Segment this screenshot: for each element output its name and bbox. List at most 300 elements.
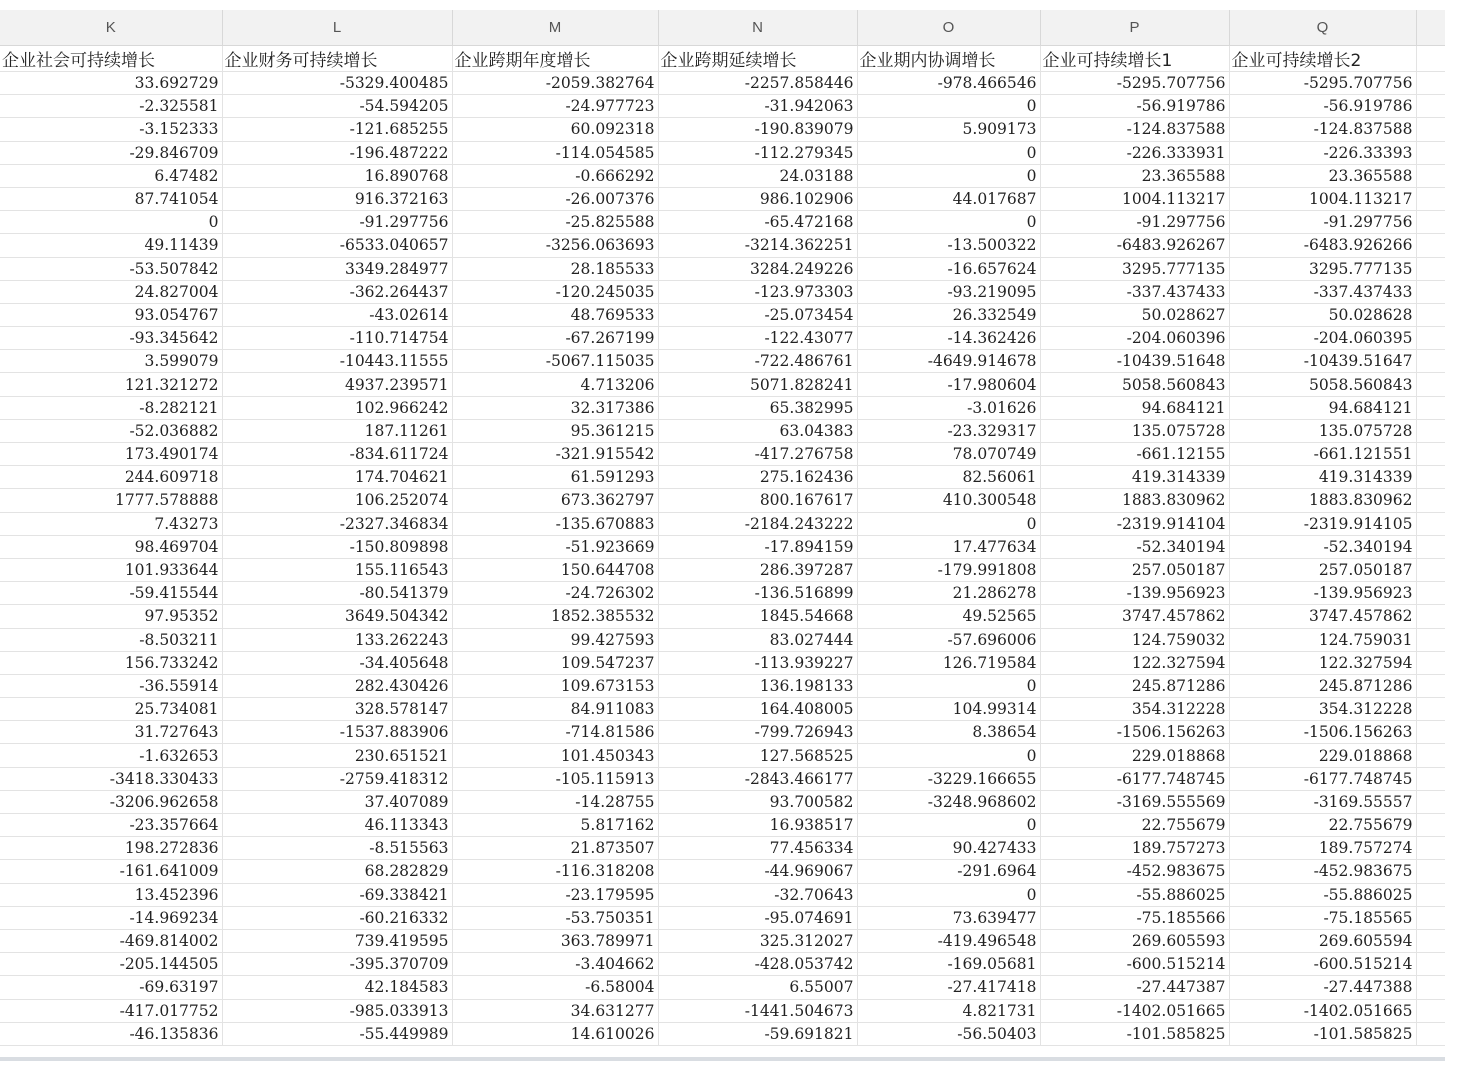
table-cell[interactable]: -161.641009 [0,860,222,883]
table-cell[interactable]: 3747.457862 [1229,605,1416,628]
table-cell[interactable]: 17.477634 [857,535,1040,558]
table-cell[interactable]: 0 [857,211,1040,234]
table-cell[interactable]: -150.809898 [222,535,452,558]
table-cell[interactable]: 4.821731 [857,999,1040,1022]
table-cell[interactable]: 101.450343 [452,744,658,767]
table-cell[interactable]: -978.466546 [857,72,1040,95]
table-cell[interactable]: 22.755679 [1040,814,1229,837]
table-cell[interactable]: 173.490174 [0,443,222,466]
table-cell[interactable]: 229.018868 [1229,744,1416,767]
table-cell[interactable]: 325.312027 [658,929,857,952]
empty-cell[interactable] [1416,234,1445,257]
table-cell[interactable]: 136.198133 [658,674,857,697]
table-cell[interactable]: -3229.166655 [857,767,1040,790]
table-cell[interactable]: -139.956923 [1229,582,1416,605]
table-cell[interactable]: 3747.457862 [1040,605,1229,628]
table-cell[interactable]: 0 [857,674,1040,697]
table-cell[interactable]: -205.144505 [0,953,222,976]
table-cell[interactable]: -226.33393 [1229,141,1416,164]
table-cell[interactable]: -110.714754 [222,327,452,350]
table-cell[interactable]: -52.340194 [1040,535,1229,558]
empty-cell[interactable] [1416,95,1445,118]
empty-cell[interactable] [1416,628,1445,651]
table-cell[interactable]: -65.472168 [658,211,857,234]
table-cell[interactable]: 28.185533 [452,257,658,280]
table-cell[interactable]: -124.837588 [1040,118,1229,141]
table-cell[interactable]: -14.969234 [0,906,222,929]
table-cell[interactable]: -2759.418312 [222,767,452,790]
table-cell[interactable]: 14.610026 [452,1022,658,1045]
table-cell[interactable]: 354.312228 [1040,698,1229,721]
table-cell[interactable]: -1402.051665 [1229,999,1416,1022]
table-cell[interactable]: 133.262243 [222,628,452,651]
table-cell[interactable]: 50.028628 [1229,303,1416,326]
empty-cell[interactable] [1416,605,1445,628]
table-cell[interactable]: -661.121551 [1229,443,1416,466]
empty-cell[interactable] [1416,814,1445,837]
table-cell[interactable]: 800.167617 [658,489,857,512]
table-cell[interactable]: -2319.914105 [1229,512,1416,535]
table-cell[interactable]: 986.102906 [658,187,857,210]
table-cell[interactable]: -2059.382764 [452,72,658,95]
table-cell[interactable]: -93.345642 [0,327,222,350]
table-cell[interactable]: -8.515563 [222,837,452,860]
column-header-l[interactable]: L [222,10,452,46]
table-cell[interactable]: -23.357664 [0,814,222,837]
column-header-m[interactable]: M [452,10,658,46]
empty-cell[interactable] [1416,350,1445,373]
table-cell[interactable]: 5058.560843 [1040,373,1229,396]
table-cell[interactable]: 124.759032 [1040,628,1229,651]
table-cell[interactable]: 124.759031 [1229,628,1416,651]
table-cell[interactable]: -3418.330433 [0,767,222,790]
table-cell[interactable]: 8.38654 [857,721,1040,744]
table-cell[interactable]: 4.713206 [452,373,658,396]
table-cell[interactable]: -23.329317 [857,419,1040,442]
table-cell[interactable]: -204.060395 [1229,327,1416,350]
table-cell[interactable]: -6483.926267 [1040,234,1229,257]
table-cell[interactable]: -69.338421 [222,883,452,906]
table-cell[interactable]: 1845.54668 [658,605,857,628]
table-cell[interactable]: -985.033913 [222,999,452,1022]
empty-cell[interactable] [1416,883,1445,906]
table-cell[interactable]: -14.362426 [857,327,1040,350]
table-cell[interactable]: 6.47482 [0,164,222,187]
table-cell[interactable]: -14.28755 [452,790,658,813]
table-cell[interactable]: 257.050187 [1229,558,1416,581]
table-cell[interactable]: 95.361215 [452,419,658,442]
empty-cell[interactable] [1416,790,1445,813]
table-cell[interactable]: 109.673153 [452,674,658,697]
empty-cell[interactable] [1416,512,1445,535]
table-cell[interactable]: -5067.115035 [452,350,658,373]
table-cell[interactable]: 4937.239571 [222,373,452,396]
table-cell[interactable]: 198.272836 [0,837,222,860]
table-cell[interactable]: 1777.578888 [0,489,222,512]
table-cell[interactable]: -139.956923 [1040,582,1229,605]
table-cell[interactable]: 174.704621 [222,466,452,489]
table-cell[interactable]: -101.585825 [1040,1022,1229,1045]
table-cell[interactable]: -27.417418 [857,976,1040,999]
empty-cell[interactable] [1416,999,1445,1022]
table-cell[interactable]: -16.657624 [857,257,1040,280]
table-cell[interactable]: 3349.284977 [222,257,452,280]
table-cell[interactable]: 286.397287 [658,558,857,581]
table-cell[interactable]: 42.184583 [222,976,452,999]
table-cell[interactable]: 673.362797 [452,489,658,512]
field-header-cell[interactable]: 企业跨期延续增长 [658,46,857,72]
table-cell[interactable]: 44.017687 [857,187,1040,210]
table-cell[interactable]: 150.644708 [452,558,658,581]
empty-cell[interactable] [1416,582,1445,605]
empty-cell[interactable] [1416,187,1445,210]
table-cell[interactable]: -31.942063 [658,95,857,118]
table-cell[interactable]: -116.318208 [452,860,658,883]
table-cell[interactable]: -123.973303 [658,280,857,303]
empty-cell[interactable] [1416,976,1445,999]
table-cell[interactable]: -52.340194 [1229,535,1416,558]
table-cell[interactable]: 275.162436 [658,466,857,489]
empty-cell[interactable] [1416,906,1445,929]
table-cell[interactable]: -93.219095 [857,280,1040,303]
table-cell[interactable]: 135.075728 [1040,419,1229,442]
table-cell[interactable]: 5058.560843 [1229,373,1416,396]
table-cell[interactable]: -395.370709 [222,953,452,976]
table-cell[interactable]: -23.179595 [452,883,658,906]
table-cell[interactable]: 37.407089 [222,790,452,813]
table-cell[interactable]: 0 [857,744,1040,767]
table-cell[interactable]: -91.297756 [1040,211,1229,234]
table-cell[interactable]: 245.871286 [1040,674,1229,697]
empty-cell[interactable] [1416,72,1445,95]
table-cell[interactable]: 126.719584 [857,651,1040,674]
table-cell[interactable]: -51.923669 [452,535,658,558]
table-cell[interactable]: -135.670883 [452,512,658,535]
table-cell[interactable]: -417.276758 [658,443,857,466]
table-cell[interactable]: 739.419595 [222,929,452,952]
table-cell[interactable]: 5.909173 [857,118,1040,141]
empty-cell[interactable] [1416,767,1445,790]
table-cell[interactable]: -69.63197 [0,976,222,999]
empty-cell[interactable] [1416,953,1445,976]
empty-cell[interactable] [1416,164,1445,187]
table-cell[interactable]: -5295.707756 [1040,72,1229,95]
table-cell[interactable]: 78.070749 [857,443,1040,466]
table-cell[interactable]: -190.839079 [658,118,857,141]
table-cell[interactable]: 73.639477 [857,906,1040,929]
table-cell[interactable]: -321.915542 [452,443,658,466]
table-cell[interactable]: 101.933644 [0,558,222,581]
table-cell[interactable]: -337.437433 [1229,280,1416,303]
table-cell[interactable]: -26.007376 [452,187,658,210]
table-cell[interactable]: -114.054585 [452,141,658,164]
table-cell[interactable]: -2.325581 [0,95,222,118]
table-cell[interactable]: -5295.707756 [1229,72,1416,95]
table-cell[interactable]: -4649.914678 [857,350,1040,373]
table-cell[interactable]: -469.814002 [0,929,222,952]
table-cell[interactable]: -32.70643 [658,883,857,906]
table-cell[interactable]: -59.691821 [658,1022,857,1045]
table-cell[interactable]: 419.314339 [1229,466,1416,489]
table-cell[interactable]: 3295.777135 [1040,257,1229,280]
table-cell[interactable]: 127.568525 [658,744,857,767]
table-cell[interactable]: -59.415544 [0,582,222,605]
table-cell[interactable]: -53.507842 [0,257,222,280]
table-cell[interactable]: -57.696006 [857,628,1040,651]
table-cell[interactable]: 68.282829 [222,860,452,883]
table-cell[interactable]: -17.980604 [857,373,1040,396]
table-cell[interactable]: 93.700582 [658,790,857,813]
table-cell[interactable]: -27.447388 [1229,976,1416,999]
table-cell[interactable]: -10439.51648 [1040,350,1229,373]
table-cell[interactable]: 16.890768 [222,164,452,187]
table-cell[interactable]: -8.503211 [0,628,222,651]
table-cell[interactable]: 33.692729 [0,72,222,95]
table-cell[interactable]: -834.611724 [222,443,452,466]
table-cell[interactable]: -799.726943 [658,721,857,744]
table-cell[interactable]: 49.11439 [0,234,222,257]
table-cell[interactable]: 1883.830962 [1040,489,1229,512]
empty-cell[interactable] [1416,211,1445,234]
table-cell[interactable]: 16.938517 [658,814,857,837]
empty-cell[interactable] [1416,1022,1445,1045]
table-cell[interactable]: 93.054767 [0,303,222,326]
table-cell[interactable]: 1004.113217 [1040,187,1229,210]
empty-cell[interactable] [1416,489,1445,512]
field-header-cell[interactable]: 企业跨期年度增长 [452,46,658,72]
table-cell[interactable]: 106.252074 [222,489,452,512]
empty-cell[interactable] [1416,837,1445,860]
table-cell[interactable]: 363.789971 [452,929,658,952]
table-cell[interactable]: -54.594205 [222,95,452,118]
table-cell[interactable]: 0 [857,883,1040,906]
table-cell[interactable]: -3206.962658 [0,790,222,813]
table-cell[interactable]: -6177.748745 [1229,767,1416,790]
empty-cell[interactable] [1416,280,1445,303]
table-cell[interactable]: -6177.748745 [1040,767,1229,790]
table-cell[interactable]: -122.43077 [658,327,857,350]
table-cell[interactable]: -2319.914104 [1040,512,1229,535]
table-cell[interactable]: -291.6964 [857,860,1040,883]
table-cell[interactable]: 26.332549 [857,303,1040,326]
table-cell[interactable]: 94.684121 [1229,396,1416,419]
table-cell[interactable]: 21.286278 [857,582,1040,605]
empty-cell[interactable] [1416,721,1445,744]
empty-cell[interactable] [1416,443,1445,466]
table-cell[interactable]: -600.515214 [1229,953,1416,976]
table-cell[interactable]: -53.750351 [452,906,658,929]
table-cell[interactable]: -56.50403 [857,1022,1040,1045]
table-cell[interactable]: -362.264437 [222,280,452,303]
empty-cell[interactable] [1416,419,1445,442]
table-cell[interactable]: -3214.362251 [658,234,857,257]
column-header-o[interactable]: O [857,10,1040,46]
table-cell[interactable]: 6.55007 [658,976,857,999]
table-cell[interactable]: 50.028627 [1040,303,1229,326]
table-cell[interactable]: 1883.830962 [1229,489,1416,512]
table-cell[interactable]: 49.52565 [857,605,1040,628]
empty-cell[interactable] [1416,651,1445,674]
table-cell[interactable]: -43.02614 [222,303,452,326]
empty-cell[interactable] [1416,396,1445,419]
table-cell[interactable]: 155.116543 [222,558,452,581]
table-cell[interactable]: 328.578147 [222,698,452,721]
table-cell[interactable]: 87.741054 [0,187,222,210]
table-cell[interactable]: 0 [857,95,1040,118]
table-cell[interactable]: -6533.040657 [222,234,452,257]
table-cell[interactable]: -75.185565 [1229,906,1416,929]
table-cell[interactable]: 109.547237 [452,651,658,674]
table-cell[interactable]: 269.605593 [1040,929,1229,952]
table-cell[interactable]: 0 [857,814,1040,837]
empty-cell[interactable] [1416,558,1445,581]
table-cell[interactable]: 230.651521 [222,744,452,767]
table-cell[interactable]: -1402.051665 [1040,999,1229,1022]
table-cell[interactable]: -29.846709 [0,141,222,164]
table-cell[interactable]: 25.734081 [0,698,222,721]
table-cell[interactable]: 77.456334 [658,837,857,860]
table-cell[interactable]: 3295.777135 [1229,257,1416,280]
table-cell[interactable]: 122.327594 [1229,651,1416,674]
table-cell[interactable]: -452.983675 [1040,860,1229,883]
table-cell[interactable]: 0 [857,141,1040,164]
field-header-cell[interactable]: 企业可持续增长1 [1040,46,1229,72]
table-cell[interactable]: -179.991808 [857,558,1040,581]
table-cell[interactable]: -661.12155 [1040,443,1229,466]
empty-cell[interactable] [1416,118,1445,141]
table-cell[interactable]: -55.886025 [1040,883,1229,906]
table-cell[interactable]: -55.449989 [222,1022,452,1045]
table-cell[interactable]: 61.591293 [452,466,658,489]
table-cell[interactable]: 82.56061 [857,466,1040,489]
table-cell[interactable]: 410.300548 [857,489,1040,512]
table-cell[interactable]: -124.837588 [1229,118,1416,141]
table-cell[interactable]: 3.599079 [0,350,222,373]
table-cell[interactable]: 34.631277 [452,999,658,1022]
table-cell[interactable]: 419.314339 [1040,466,1229,489]
table-cell[interactable]: -452.983675 [1229,860,1416,883]
table-cell[interactable]: -25.825588 [452,211,658,234]
table-cell[interactable]: 24.03188 [658,164,857,187]
table-cell[interactable]: 94.684121 [1040,396,1229,419]
table-cell[interactable]: -1.632653 [0,744,222,767]
table-cell[interactable]: 65.382995 [658,396,857,419]
table-cell[interactable]: -80.541379 [222,582,452,605]
table-cell[interactable]: -722.486761 [658,350,857,373]
table-cell[interactable]: 60.092318 [452,118,658,141]
empty-cell[interactable] [1416,698,1445,721]
table-cell[interactable]: -10443.11555 [222,350,452,373]
table-cell[interactable]: -67.267199 [452,327,658,350]
table-cell[interactable]: -3.152333 [0,118,222,141]
table-cell[interactable]: -2327.346834 [222,512,452,535]
table-cell[interactable]: -3.01626 [857,396,1040,419]
table-cell[interactable]: -121.685255 [222,118,452,141]
table-cell[interactable]: 164.408005 [658,698,857,721]
table-cell[interactable]: -56.919786 [1040,95,1229,118]
table-cell[interactable]: -0.666292 [452,164,658,187]
table-cell[interactable]: -3.404662 [452,953,658,976]
table-cell[interactable]: 23.365588 [1229,164,1416,187]
table-cell[interactable]: -56.919786 [1229,95,1416,118]
table-cell[interactable]: 1852.385532 [452,605,658,628]
table-cell[interactable]: 84.911083 [452,698,658,721]
table-cell[interactable]: -226.333931 [1040,141,1229,164]
table-cell[interactable]: -417.017752 [0,999,222,1022]
table-cell[interactable]: 13.452396 [0,883,222,906]
table-cell[interactable]: -337.437433 [1040,280,1229,303]
table-cell[interactable]: -91.297756 [222,211,452,234]
table-cell[interactable]: 5071.828241 [658,373,857,396]
table-cell[interactable]: -1441.504673 [658,999,857,1022]
table-cell[interactable]: 7.43273 [0,512,222,535]
column-header-q[interactable]: Q [1229,10,1416,46]
empty-cell[interactable] [1416,257,1445,280]
table-cell[interactable]: -2843.466177 [658,767,857,790]
table-cell[interactable]: 3649.504342 [222,605,452,628]
table-cell[interactable]: -95.074691 [658,906,857,929]
table-cell[interactable]: 97.95352 [0,605,222,628]
table-cell[interactable]: -13.500322 [857,234,1040,257]
table-cell[interactable]: 0 [0,211,222,234]
table-cell[interactable]: 244.609718 [0,466,222,489]
table-cell[interactable]: 63.04383 [658,419,857,442]
empty-cell[interactable] [1416,860,1445,883]
table-cell[interactable]: -105.115913 [452,767,658,790]
table-cell[interactable]: -3256.063693 [452,234,658,257]
table-cell[interactable]: -196.487222 [222,141,452,164]
table-cell[interactable]: -60.216332 [222,906,452,929]
column-header-p[interactable]: P [1040,10,1229,46]
table-cell[interactable]: -3248.968602 [857,790,1040,813]
table-cell[interactable]: -112.279345 [658,141,857,164]
field-header-cell[interactable]: 企业财务可持续增长 [222,46,452,72]
table-cell[interactable]: 121.321272 [0,373,222,396]
table-cell[interactable]: -55.886025 [1229,883,1416,906]
table-cell[interactable]: 1004.113217 [1229,187,1416,210]
empty-cell[interactable] [1416,535,1445,558]
table-cell[interactable]: -113.939227 [658,651,857,674]
empty-cell[interactable] [1416,744,1445,767]
empty-cell[interactable] [1416,327,1445,350]
table-cell[interactable]: 98.469704 [0,535,222,558]
table-cell[interactable]: -6.58004 [452,976,658,999]
table-cell[interactable]: 245.871286 [1229,674,1416,697]
field-header-cell[interactable]: 企业期内协调增长 [857,46,1040,72]
table-cell[interactable]: -5329.400485 [222,72,452,95]
table-cell[interactable]: 189.757273 [1040,837,1229,860]
field-header-cell[interactable]: 企业可持续增长2 [1229,46,1416,72]
table-cell[interactable]: 104.99314 [857,698,1040,721]
empty-cell[interactable] [1416,466,1445,489]
empty-cell[interactable] [1416,373,1445,396]
table-cell[interactable]: 99.427593 [452,628,658,651]
table-cell[interactable]: -34.405648 [222,651,452,674]
table-cell[interactable]: 3284.249226 [658,257,857,280]
table-cell[interactable]: -136.516899 [658,582,857,605]
table-cell[interactable]: 0 [857,164,1040,187]
table-cell[interactable]: -3169.55557 [1229,790,1416,813]
spreadsheet-grid[interactable] [0,10,1445,1046]
table-cell[interactable]: -1506.156263 [1040,721,1229,744]
empty-cell[interactable] [1416,46,1445,72]
table-cell[interactable]: 189.757274 [1229,837,1416,860]
table-cell[interactable]: -3169.555569 [1040,790,1229,813]
table-cell[interactable]: -169.05681 [857,953,1040,976]
table-cell[interactable]: -10439.51647 [1229,350,1416,373]
column-header-n[interactable]: N [658,10,857,46]
table-cell[interactable]: -91.297756 [1229,211,1416,234]
